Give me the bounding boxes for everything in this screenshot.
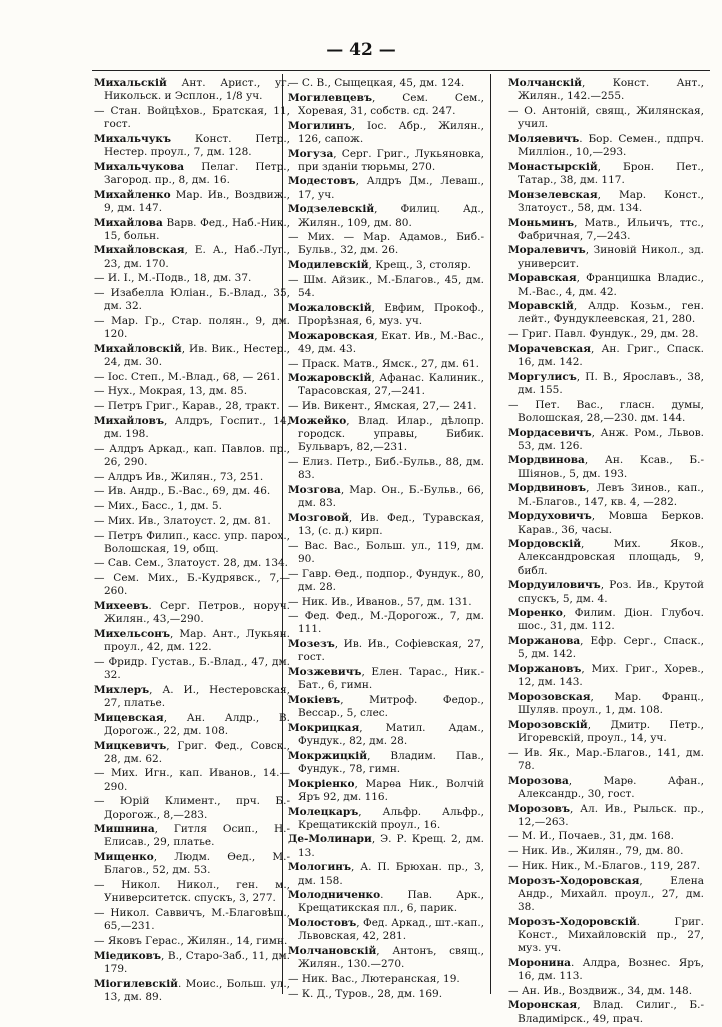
- directory-entry: [288, 750, 484, 776]
- directory-entry: [288, 973, 484, 986]
- directory-entry: [508, 482, 704, 508]
- entry-details: Конст. Петр., Нестер. проул., 7, дм. 128.: [104, 132, 290, 159]
- entry-surname: Мишнина: [94, 823, 155, 836]
- directory-entry: [288, 77, 484, 90]
- directory-entry: [288, 400, 484, 413]
- entry-surname: Могилевцевъ: [288, 91, 373, 104]
- entry-details: , Мих. Григ., Хорев., 12, дм. 143.: [518, 663, 704, 689]
- entry-details: , Ал. Ив., Рыльск. пр., 12,—263.: [518, 802, 704, 828]
- directory-entry: [508, 454, 704, 480]
- directory-entry: [508, 635, 704, 661]
- directory-entry: [508, 133, 704, 159]
- entry-surname: Михайленко: [94, 188, 171, 201]
- entry-details: , Мовша Берков. Карав., 36, часы.: [518, 510, 704, 536]
- directory-entry: [94, 343, 290, 369]
- entry-surname: Де-Молинари: [288, 833, 372, 846]
- directory-entry: [288, 666, 484, 692]
- directory-entry: [94, 105, 290, 131]
- entry-surname: Моргулисъ: [508, 370, 577, 383]
- directory-entry: [288, 540, 484, 566]
- entry-surname: Монастырскій: [508, 160, 598, 173]
- entry-surname: Могилинъ: [288, 119, 352, 132]
- entry-details: — Мих. Игн., кап. Иванов., 14.—290.: [94, 767, 290, 793]
- entry-details: . Пав. Арк., Крещатикская пл., 6, парик.: [298, 889, 484, 915]
- directory-entry: [508, 510, 704, 536]
- entry-details: — Шм. Айзик., М.-Благов., 45, дм. 54.: [288, 273, 484, 300]
- directory-entry: [508, 579, 704, 605]
- entry-details: , Фед. Аркад., шт.-кап., Львовская, 42, 281.: [298, 917, 484, 943]
- entry-surname: Моляевичъ: [508, 132, 580, 145]
- entry-details: — Григ. Павл. Фундук., 29, дм. 28.: [508, 328, 699, 341]
- entry-details: , Елен. Тарас., Ник.-Бат., 6, гимн.: [298, 666, 484, 692]
- entry-details: , Серг. Григ., Лукьяновка, при зданіи тюрьмы, 270.: [298, 147, 484, 173]
- directory-entry: [508, 77, 704, 103]
- entry-details: , П. В., Ярославъ., 38, дм. 155.: [518, 370, 704, 396]
- entry-details: , Ан. Алдр., В. Дорогож., 22, дм. 108.: [104, 711, 290, 737]
- directory-entry: [508, 189, 704, 215]
- entry-surname: Мордуховичъ: [508, 510, 592, 523]
- directory-entry: [94, 415, 290, 441]
- entry-details: , В., Старо-Заб., 11, дм. 179.: [104, 949, 290, 975]
- directory-column-2: [288, 77, 484, 1002]
- entry-surname: Мологинъ: [288, 861, 351, 874]
- entry-details: — Яковъ Герас., Жилян., 14, гимн.: [94, 934, 288, 947]
- entry-surname: Мордвинова: [508, 454, 585, 467]
- entry-surname: Моралевичъ: [508, 244, 586, 257]
- directory-entry: [94, 851, 290, 877]
- entry-details: — Ив. Андр., Б.-Вас., 69, дм. 46.: [94, 485, 271, 498]
- entry-details: , Альфр. Альфр., Крещатикскій проул., 16.: [298, 805, 484, 831]
- entry-details: , Ефр. Серг., Спаск., 5, дм. 142.: [518, 635, 704, 661]
- entry-surname: Михайлова: [94, 216, 163, 229]
- entry-surname: Молостовъ: [288, 917, 357, 930]
- directory-entry: [288, 330, 484, 356]
- directory-entry: [288, 861, 484, 887]
- entry-details: — Ник. Ив., Иванов., 57, дм. 131.: [288, 595, 472, 608]
- entry-details: , Левъ Зинов., кап., М.-Благов., 147, кв. 4, —282.: [518, 482, 704, 508]
- entry-details: . Бор. Семен., пдпрч. Милліон., 10,—293.: [518, 132, 704, 159]
- entry-surname: Морозовская: [508, 690, 591, 703]
- entry-details: — Ник. Ник., М.-Благов., 119, 287.: [508, 859, 701, 872]
- entry-details: , Мих. Яков., Александровская площадь, 9, библ.: [518, 538, 704, 577]
- entry-surname: Можаровская: [288, 329, 375, 342]
- entry-details: , Ан. Ксав., Б.-Шіянов., 5, дм. 193.: [518, 454, 704, 480]
- directory-entry: [94, 795, 290, 821]
- directory-entry: [94, 530, 290, 556]
- directory-entry: [508, 803, 704, 829]
- entry-surname: Мицевская: [94, 711, 164, 724]
- entry-surname: Михальчукъ: [94, 132, 172, 145]
- entry-surname: Моравская: [508, 272, 577, 285]
- entry-details: , А. П. Брюхан. пр., 3, дм. 158.: [298, 861, 484, 887]
- directory-entry: [288, 833, 484, 859]
- directory-entry: [508, 217, 704, 243]
- directory-entry: [288, 806, 484, 832]
- directory-entry: [508, 343, 704, 369]
- directory-entry: [94, 879, 290, 905]
- entry-surname: Монзелевская: [508, 188, 598, 201]
- directory-entry: [508, 663, 704, 689]
- entry-details: — Мар. Гр., Стар. полян., 9, дм. 120.: [94, 314, 290, 341]
- directory-entry: [94, 600, 290, 626]
- directory-entry: [94, 515, 290, 528]
- directory-entry: [288, 274, 484, 300]
- entry-surname: Морозъ-Ходоровская: [508, 874, 640, 887]
- entry-surname: Молчанскій: [508, 77, 582, 89]
- page-number: — 42 —: [326, 40, 396, 60]
- entry-details: Ант. Арист., уг. Никольск. и Эсплон., 1/8 уч.: [104, 77, 290, 103]
- entry-details: , Афанас. Калиник., Тарасовская, 27,—241.: [298, 372, 484, 398]
- entry-surname: Модзелевскій: [288, 203, 375, 216]
- entry-details: , Зиновій Никол., зд. университ.: [518, 244, 704, 270]
- directory-entry: [94, 767, 290, 793]
- directory-column-1: [94, 77, 290, 1005]
- entry-details: — Мих. — Мар. Адамов., Биб.-Бульв., 32, дм. 26.: [288, 231, 484, 257]
- entry-details: , Филим. Діон. Глубоч. шос., 31, дм. 112.: [518, 607, 704, 633]
- entry-surname: Моньминъ: [508, 216, 575, 229]
- entry-details: — Ник. Ив., Жилян., 79, дм. 80.: [508, 845, 684, 858]
- directory-entry: [94, 371, 290, 384]
- directory-entry: [94, 572, 290, 598]
- entry-details: , Матв., Ильичъ, ттс., Фабричная, 7,—243.: [518, 216, 704, 242]
- directory-entry: [288, 92, 484, 118]
- entry-details: , Крещ., 3, столяр.: [368, 259, 471, 272]
- entry-details: , Мар. Конст., Златоуст., 58, дм. 134.: [518, 188, 704, 214]
- entry-surname: Моронская: [508, 999, 578, 1012]
- directory-entry: [508, 985, 704, 998]
- entry-details: — Петръ Филип., касс. упр. парох., Волошская, 19, общ.: [94, 529, 290, 555]
- directory-entry: [94, 500, 290, 513]
- entry-surname: Моржановъ: [508, 663, 582, 676]
- directory-entry: [94, 950, 290, 976]
- entry-surname: Мицкевичъ: [94, 739, 167, 752]
- entry-surname: Михайловская: [94, 244, 185, 257]
- entry-details: — Стан. Войцѣхов., Братская, 11, гост.: [94, 104, 290, 131]
- entry-details: — Сем. Мих., Б.-Кудрявск., 7,—260.: [94, 572, 290, 598]
- entry-details: — И. І., М.-Подв., 18, дм. 37.: [94, 272, 252, 285]
- entry-details: , Алдръ, Госпит., 14, дм. 198.: [104, 414, 290, 441]
- directory-entry: [508, 830, 704, 843]
- entry-surname: Морозова: [508, 774, 569, 787]
- directory-entry: [94, 77, 290, 103]
- directory-entry: [508, 244, 704, 270]
- directory-entry: [508, 691, 704, 717]
- entry-details: , Григ. Фед., Совск., 28, дм. 62.: [104, 739, 290, 765]
- entry-surname: Мордуиловичъ: [508, 579, 601, 592]
- entry-details: — Ник. Вас., Лютеранская, 19.: [288, 973, 460, 985]
- entry-details: , Марѳ. Афан., Александр., 30, гост.: [518, 774, 704, 800]
- directory-entry: [94, 907, 290, 933]
- directory-entry: [288, 610, 484, 636]
- directory-entry: [288, 694, 484, 720]
- directory-entry: [94, 485, 290, 498]
- entry-surname: Михальчукова: [94, 160, 185, 173]
- directory-entry: [288, 596, 484, 609]
- entry-details: — Никол. Саввичъ, М.-Благовѣщ., 65,—231.: [94, 906, 290, 933]
- directory-entry: [508, 957, 704, 983]
- entry-surname: Міедиковъ: [94, 949, 162, 962]
- entry-surname: Молчановскій: [288, 945, 377, 958]
- entry-surname: Михельсонъ: [94, 627, 171, 640]
- entry-surname: Михеевъ: [94, 600, 149, 613]
- directory-entry: [94, 272, 290, 285]
- entry-details: , Мар. Ант., Лукьян. проул., 42, дм. 122.: [104, 627, 290, 654]
- column-divider-2: [490, 74, 491, 994]
- entry-details: , Людм. Ѳед., М.-Благов., 52, дм. 53.: [104, 851, 290, 877]
- entry-details: , Ан. Григ., Спаск. 16, дм. 142.: [518, 342, 704, 369]
- entry-details: , А. И., Нестеровская, 27, платье.: [104, 683, 290, 709]
- entry-surname: Мокржицкій: [288, 749, 368, 762]
- directory-entry: [508, 999, 704, 1025]
- entry-surname: Мокріенко: [288, 777, 355, 790]
- entry-details: — Сав. Сем., Златоуст. 28, дм. 134.: [94, 557, 289, 570]
- directory-entry: [288, 372, 484, 398]
- directory-entry: [288, 778, 484, 804]
- entry-details: . Алдра, Вознес. Яръ, 16, дм. 113.: [518, 956, 704, 982]
- directory-entry: [94, 935, 290, 948]
- entry-surname: Морозовъ: [508, 802, 571, 815]
- directory-entry: [94, 740, 290, 766]
- entry-surname: Мищенко: [94, 851, 154, 864]
- entry-details: , Екат. Ив., М.-Вас., 49, дм. 43.: [298, 329, 484, 355]
- entry-details: , Конст. Ант., Жилян., 142.—255.: [518, 77, 704, 103]
- directory-entry: [288, 568, 484, 594]
- directory-entry: [508, 105, 704, 131]
- entry-details: , Марѳа Ник., Волчій Яръ 92, дм. 116.: [298, 777, 484, 803]
- directory-entry: [94, 315, 290, 341]
- entry-surname: Мокіевъ: [288, 693, 341, 706]
- entry-details: — Іос. Степ., М.-Влад., 68, — 261.: [94, 370, 280, 383]
- entry-surname: Михлеръ: [94, 683, 150, 696]
- directory-entry: [288, 945, 484, 971]
- directory-entry: [94, 471, 290, 484]
- entry-details: , Ив. Вик., Нестер., 24, дм. 30.: [104, 342, 290, 369]
- entry-details: — Юрій Климент., прч. Б.-Дорогож., 8,—283.: [94, 795, 290, 821]
- entry-details: , Филиц. Ад., Жилян., 109, дм. 80.: [298, 203, 484, 229]
- entry-surname: Модестовъ: [288, 175, 356, 188]
- entry-details: — К. Д., Туров., 28, дм. 169.: [288, 987, 443, 1000]
- entry-details: — Мих. Ив., Златоуст. 2, дм. 81.: [94, 514, 271, 527]
- entry-details: , Мар. Он., Б.-Бульв., 66, дм. 83.: [298, 483, 484, 510]
- directory-entry: [94, 823, 290, 849]
- entry-surname: Можаловскій: [288, 301, 372, 314]
- entry-details: , Э. Р. Крещ. 2, дм. 13.: [298, 833, 484, 859]
- entry-details: , Елена Андр., Михайл. проул., 27, дм. 38.: [518, 874, 704, 913]
- entry-surname: Могуза: [288, 147, 334, 160]
- entry-details: , Влад. Илар., дѣлопр. городск. управы, Бибик. Бульваръ, 82,—231.: [298, 414, 484, 454]
- entry-details: , Матил. Адам., Фундук., 82, дм. 28.: [298, 721, 484, 748]
- entry-surname: Можаровскій: [288, 372, 372, 385]
- entry-surname: Мозжевичъ: [288, 666, 362, 679]
- directory-entry: [94, 133, 290, 159]
- entry-details: . Моис., Больш. ул., 13, дм. 89.: [104, 977, 290, 1003]
- directory-entry: [508, 272, 704, 298]
- directory-entry: [508, 775, 704, 801]
- directory-entry: [508, 161, 704, 187]
- entry-surname: Мозезъ: [288, 638, 335, 651]
- directory-entry: [94, 287, 290, 313]
- entry-details: — Пет. Вас., гласн. думы, Волошская, 28,—230. дм. 144.: [508, 398, 704, 424]
- entry-details: — Петръ Григ., Карав., 28, тракт.: [94, 400, 280, 413]
- directory-entry: [94, 400, 290, 413]
- entry-details: , Алдр. Козьм., ген. лейт., Фундуклеевская, 21, 280.: [518, 300, 704, 326]
- entry-details: — Алдръ Ив., Жилян., 73, 251.: [94, 470, 264, 483]
- directory-entry: [94, 557, 290, 570]
- entry-details: , Францишка Владис., М.-Вас., 4, дм. 42.: [518, 272, 704, 298]
- entry-details: . Григ. Конст., Михайловскій пр., 27, муз. уч.: [518, 915, 704, 955]
- directory-entry: [508, 875, 704, 915]
- directory-entry: [508, 300, 704, 326]
- entry-details: Варв. Фед., Наб.-Ник., 15, больн.: [104, 216, 290, 242]
- entry-surname: Мордвиновъ: [508, 482, 587, 495]
- entry-details: — Гавр. Ѳед., подпор., Фундук., 80, дм. 28.: [288, 567, 484, 593]
- entry-surname: Мордовскій: [508, 538, 582, 551]
- entry-details: — Фед. Фед., М.-Дорогож., 7, дм. 111.: [288, 610, 484, 636]
- directory-entry: [94, 161, 290, 187]
- entry-surname: Михайловскій: [94, 342, 182, 355]
- entry-details: — Изабелла Юліан., Б.-Влад., 35, дм. 32.: [94, 287, 290, 313]
- entry-details: — Елиз. Петр., Биб.-Бульв., 88, дм. 83.: [288, 455, 484, 482]
- directory-entry: [94, 684, 290, 710]
- directory-entry: [288, 203, 484, 229]
- entry-details: , Сем. Сем., Хоревая, 31, собств. сд. 247.: [298, 91, 484, 117]
- entry-details: — Мих., Басс., 1, дм. 5.: [94, 500, 222, 513]
- entry-details: Мар. Ив., Воздвиж., 9, дм. 147.: [104, 188, 290, 214]
- entry-details: , Іос. Абр., Жилян., 126, сапож.: [298, 119, 484, 145]
- entry-details: , Анж. Ром., Львов. 53, дм. 126.: [518, 426, 704, 452]
- directory-entry: [508, 747, 704, 773]
- entry-details: , Роз. Ив., Крутой спускъ, 5, дм. 4.: [518, 579, 704, 605]
- directory-entry: [288, 722, 484, 748]
- directory-entry: [288, 638, 484, 664]
- directory-entry: [288, 259, 484, 272]
- directory-entry: [94, 443, 290, 469]
- directory-entry: [94, 217, 290, 243]
- entry-details: , Влад. Силиг., Б.-Владимірск., 49, прач.: [518, 999, 704, 1025]
- directory-entry: [508, 371, 704, 397]
- directory-entry: [94, 712, 290, 738]
- entry-details: Пелаг. Петр., Загород. пр., 8, дм. 16.: [104, 160, 290, 186]
- entry-details: — Ив. Як., Мар.-Благов., 141, дм. 78.: [508, 746, 704, 772]
- entry-surname: Моравскій: [508, 300, 574, 313]
- entry-surname: Моронина: [508, 956, 571, 969]
- entry-details: , Брон. Пет., Татар., 38, дм. 117.: [518, 160, 704, 186]
- directory-entry: [94, 628, 290, 654]
- entry-surname: Мозгова: [288, 483, 341, 496]
- directory-entry: [288, 120, 484, 146]
- entry-details: — Фридр. Густав., Б.-Влад., 47, дм. 32.: [94, 655, 290, 682]
- entry-surname: Модилевскій: [288, 259, 369, 272]
- entry-details: , Евфим, Прокоф., Прорѣзная, 6, муз. уч.: [298, 301, 484, 327]
- directory-entry: [288, 456, 484, 482]
- entry-details: — Нух., Мокрая, 13, дм. 85.: [94, 385, 248, 398]
- entry-details: , Митроф. Федор., Вессар., 5, слес.: [298, 693, 484, 720]
- directory-entry: [94, 656, 290, 682]
- entry-surname: Молецкаръ: [288, 805, 359, 818]
- directory-entry: [288, 889, 484, 915]
- entry-details: . Серг. Петров., норуч. Жилян., 43,—290.: [104, 600, 290, 626]
- entry-details: — О. Антоній, свящ., Жилянская, учил.: [508, 104, 704, 131]
- entry-details: — Вас. Вас., Больш. ул., 119, дм. 90.: [288, 539, 484, 565]
- directory-entry: [508, 328, 704, 341]
- entry-surname: Молодниченко: [288, 889, 381, 902]
- entry-details: , Владим. Пав., Фундук., 78, гимн.: [298, 749, 484, 775]
- directory-entry: [94, 244, 290, 270]
- directory-entry: [508, 607, 704, 633]
- directory-entry: [288, 484, 484, 510]
- entry-surname: Мозговой: [288, 511, 349, 524]
- entry-details: , Дмитр. Петр., Игоревскій, проул., 14, уч.: [518, 718, 704, 745]
- directory-entry: [508, 916, 704, 956]
- directory-entry: [288, 988, 484, 1001]
- directory-entry: [508, 719, 704, 745]
- directory-entry: [508, 845, 704, 858]
- directory-entry: [508, 427, 704, 453]
- entry-surname: Михальскій: [94, 77, 167, 89]
- directory-entry: [288, 148, 484, 174]
- directory-entry: [508, 399, 704, 425]
- entry-details: , Ив. Ив., Софіевская, 27, гост.: [298, 638, 484, 664]
- entry-details: — Ив. Викент., Ямская, 27,— 241.: [288, 400, 477, 413]
- entry-surname: Морозъ-Ходоровскій: [508, 915, 637, 928]
- header-rule: [92, 70, 710, 71]
- directory-entry: [288, 917, 484, 943]
- directory-column-3: [508, 77, 704, 1027]
- entry-surname: Мокрицкая: [288, 721, 360, 734]
- entry-surname: Морозовскій: [508, 718, 588, 731]
- directory-entry: [288, 302, 484, 328]
- entry-details: , Мар. Франц., Шуляв. проул., 1, дм. 108.: [518, 690, 704, 717]
- entry-surname: Михайловъ: [94, 414, 165, 427]
- entry-surname: Моржанова: [508, 635, 581, 648]
- entry-details: — Алдръ Аркад., кап. Павлов. пр., 26, 290.: [94, 442, 290, 468]
- entry-surname: Міогилевскій: [94, 977, 178, 990]
- directory-entry: [94, 189, 290, 215]
- entry-details: , Ив. Фед., Туравская, 13, (с. д.) кирп.: [298, 511, 484, 537]
- entry-surname: Морачевская: [508, 342, 591, 355]
- directory-entry: [288, 175, 484, 201]
- directory-entry: [288, 512, 484, 538]
- directory-entry: [288, 231, 484, 257]
- entry-surname: Мордасевичъ: [508, 426, 592, 439]
- entry-details: — Никол. Никол., ген. м., Университетск. спускъ, 3, 277.: [94, 879, 290, 905]
- directory-entry: [508, 860, 704, 873]
- directory-entry: [288, 415, 484, 455]
- entry-details: — С. В., Сыщецкая, 45, дм. 124.: [288, 77, 465, 89]
- entry-details: — Ан. Ив., Воздвиж., 34, дм. 148.: [508, 984, 693, 997]
- entry-details: — М. И., Почаев., 31, дм. 168.: [508, 830, 674, 843]
- directory-entry: [288, 358, 484, 371]
- directory-entry: [508, 538, 704, 578]
- entry-surname: Моренко: [508, 607, 563, 620]
- entry-surname: Можейко: [288, 414, 347, 427]
- entry-details: , Е. А., Наб.-Луг., 23, дм. 170.: [104, 244, 290, 270]
- directory-entry: [94, 385, 290, 398]
- entry-details: , Алдръ Дм., Леваш., 17, уч.: [298, 175, 484, 201]
- entry-details: , Антонъ, свящ., Жилян., 130.—270.: [298, 945, 484, 971]
- entry-details: , Гитля Осип., Н.-Елисав., 29, платье.: [104, 823, 290, 849]
- entry-details: — Праск. Матв., Ямск., 27, дм. 61.: [288, 357, 479, 370]
